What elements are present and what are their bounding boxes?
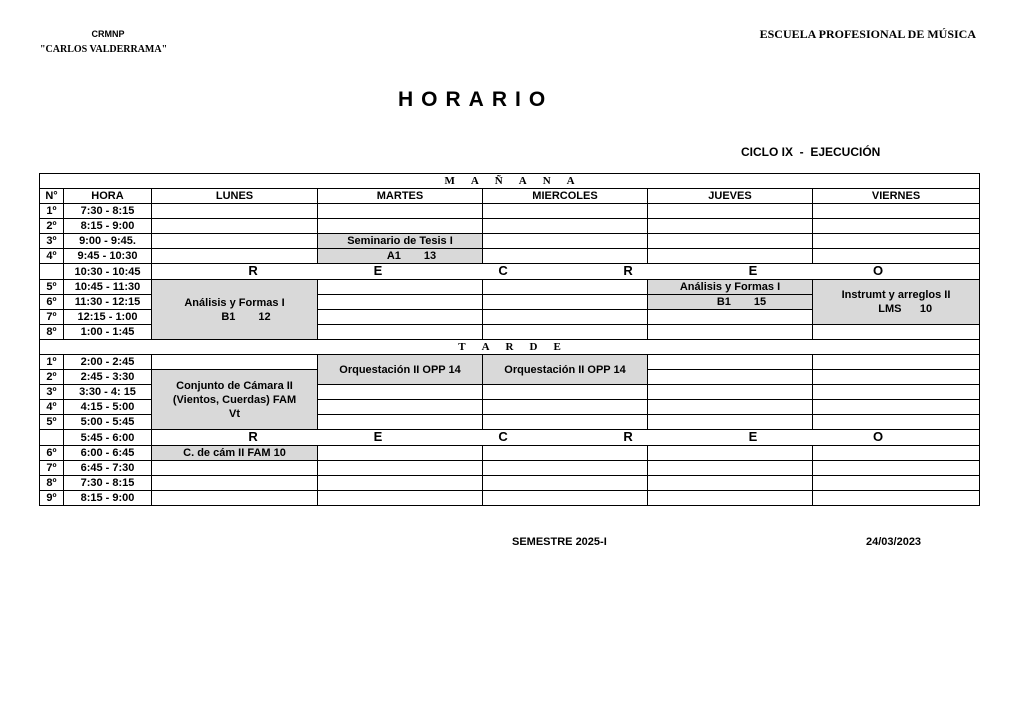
recreo-letter: C bbox=[498, 429, 508, 444]
cell bbox=[648, 249, 813, 264]
cell bbox=[483, 491, 648, 506]
cell bbox=[152, 219, 318, 234]
col-header-jueves: JUEVES bbox=[648, 189, 813, 204]
cell bbox=[152, 249, 318, 264]
cell bbox=[813, 461, 980, 476]
period-num: 4º bbox=[40, 249, 64, 264]
table-row bbox=[40, 219, 980, 234]
period-time: 10:45 - 11:30 bbox=[64, 280, 152, 295]
band-letter: A bbox=[566, 175, 575, 187]
class-seminario-line1: Seminario de Tesis I bbox=[318, 234, 483, 249]
cell bbox=[483, 295, 648, 310]
cell bbox=[318, 491, 483, 506]
ciclo-label: CICLO IX - EJECUCIÓN bbox=[741, 145, 881, 159]
cell bbox=[813, 249, 980, 264]
cell bbox=[152, 355, 318, 370]
cell bbox=[318, 476, 483, 491]
cell bbox=[152, 476, 318, 491]
band-letter: N bbox=[542, 175, 551, 187]
cell bbox=[483, 385, 648, 400]
col-header-lunes: LUNES bbox=[152, 189, 318, 204]
cell bbox=[813, 385, 980, 400]
period-time: 10:30 - 10:45 bbox=[64, 264, 152, 280]
cell bbox=[483, 415, 648, 430]
period-num: 1º bbox=[40, 204, 64, 219]
band-letter: E bbox=[553, 341, 561, 353]
class-room: 15 bbox=[753, 296, 767, 308]
band-letter: A bbox=[481, 341, 490, 353]
class-analisis-lunes bbox=[152, 280, 318, 340]
recreo-cell bbox=[152, 264, 980, 280]
cell bbox=[648, 234, 813, 249]
recreo-letter: E bbox=[748, 429, 758, 444]
cell bbox=[318, 310, 483, 325]
cell bbox=[483, 476, 648, 491]
class-camara bbox=[152, 370, 318, 430]
band-letter: A bbox=[518, 175, 527, 187]
cell bbox=[813, 491, 980, 506]
cell bbox=[152, 204, 318, 219]
period-num: 5º bbox=[40, 280, 64, 295]
cell bbox=[648, 370, 813, 385]
table-row bbox=[40, 234, 980, 249]
recreo-letter: E bbox=[748, 263, 758, 278]
table-row bbox=[40, 461, 980, 476]
period-num: 3º bbox=[40, 234, 64, 249]
class-code: B1 bbox=[716, 296, 731, 308]
period-time: 2:45 - 3:30 bbox=[64, 370, 152, 385]
cell bbox=[483, 400, 648, 415]
col-header-num: N° bbox=[40, 189, 64, 204]
period-num: 7º bbox=[40, 310, 64, 325]
cell bbox=[648, 446, 813, 461]
recreo-cell bbox=[152, 430, 980, 446]
afternoon-band bbox=[40, 340, 980, 355]
recreo-letter: O bbox=[872, 263, 884, 278]
period-time: 3:30 - 4: 15 bbox=[64, 385, 152, 400]
table-row bbox=[40, 446, 980, 461]
period-time: 12:15 - 1:00 bbox=[64, 310, 152, 325]
recreo-letter: R bbox=[623, 263, 633, 278]
cell bbox=[152, 491, 318, 506]
page-title: HORARIO bbox=[398, 88, 554, 111]
band-letter: M bbox=[444, 175, 455, 187]
recreo-letter: O bbox=[872, 429, 884, 444]
period-time: 9:45 - 10:30 bbox=[64, 249, 152, 264]
institution-abbr: CRMNP bbox=[91, 29, 125, 39]
cell bbox=[483, 219, 648, 234]
class-title: Conjunto de Cámara II bbox=[176, 379, 293, 392]
class-room: 13 bbox=[423, 250, 437, 262]
period-num: 1º bbox=[40, 355, 64, 370]
morning-band bbox=[40, 174, 980, 189]
cell bbox=[813, 446, 980, 461]
institution-name: "CARLOS VALDERRAMA" bbox=[40, 44, 168, 55]
period-time: 9:00 - 9:45. bbox=[64, 234, 152, 249]
cell bbox=[648, 325, 813, 340]
cell bbox=[813, 325, 980, 340]
cell bbox=[318, 204, 483, 219]
period-time: 5:00 - 5:45 bbox=[64, 415, 152, 430]
recreo-letter: E bbox=[373, 263, 383, 278]
recreo-letter: R bbox=[248, 263, 258, 278]
band-letter: T bbox=[458, 341, 466, 353]
table-row bbox=[40, 491, 980, 506]
cell bbox=[483, 249, 648, 264]
cell bbox=[318, 325, 483, 340]
period-num: 8º bbox=[40, 476, 64, 491]
period-time: 8:15 - 9:00 bbox=[64, 219, 152, 234]
band-letter: Ñ bbox=[494, 175, 503, 187]
cell bbox=[648, 476, 813, 491]
table-row bbox=[40, 280, 980, 295]
period-time: 7:30 - 8:15 bbox=[64, 204, 152, 219]
cell bbox=[648, 400, 813, 415]
cell bbox=[483, 446, 648, 461]
period-num: 6º bbox=[40, 446, 64, 461]
cell bbox=[318, 385, 483, 400]
cell bbox=[648, 219, 813, 234]
class-orquestacion-martes: Orquestación II OPP 14 bbox=[318, 355, 483, 385]
period-time: 2:00 - 2:45 bbox=[64, 355, 152, 370]
class-room: 12 bbox=[258, 310, 271, 323]
period-time: 11:30 - 12:15 bbox=[64, 295, 152, 310]
period-num: 4º bbox=[40, 400, 64, 415]
cell bbox=[648, 204, 813, 219]
cell bbox=[318, 400, 483, 415]
band-letter: A bbox=[470, 175, 479, 187]
recreo-letter: E bbox=[373, 429, 383, 444]
class-detail: Vt bbox=[229, 407, 240, 420]
cell bbox=[813, 204, 980, 219]
col-header-hora: HORA bbox=[64, 189, 152, 204]
cell bbox=[648, 310, 813, 325]
col-header-miercoles: MIERCOLES bbox=[483, 189, 648, 204]
cell bbox=[318, 446, 483, 461]
band-letter: D bbox=[529, 341, 538, 353]
class-cdecam: C. de cám II FAM 10 bbox=[152, 446, 318, 461]
recreo-row bbox=[40, 430, 980, 446]
period-num: 5º bbox=[40, 415, 64, 430]
cell bbox=[483, 310, 648, 325]
cell bbox=[152, 234, 318, 249]
period-num: 6º bbox=[40, 295, 64, 310]
class-code: A1 bbox=[386, 250, 401, 262]
cell bbox=[813, 219, 980, 234]
cell bbox=[318, 461, 483, 476]
class-analisis-jueves-line1: Análisis y Formas I bbox=[648, 280, 813, 295]
class-detail: (Vientos, Cuerdas) FAM bbox=[172, 393, 297, 406]
period-num: 7º bbox=[40, 461, 64, 476]
cell bbox=[318, 415, 483, 430]
afternoon-band-row bbox=[40, 340, 980, 355]
cell bbox=[813, 370, 980, 385]
class-room: 10 bbox=[919, 303, 933, 315]
header-row bbox=[40, 189, 980, 204]
period-num bbox=[40, 264, 64, 280]
schedule-table bbox=[39, 173, 980, 506]
morning-band-row bbox=[40, 174, 980, 189]
period-time: 4:15 - 5:00 bbox=[64, 400, 152, 415]
cell bbox=[648, 385, 813, 400]
semester-label: SEMESTRE 2025-I bbox=[512, 536, 607, 548]
class-code: B1 bbox=[221, 310, 236, 323]
cell bbox=[483, 325, 648, 340]
cell bbox=[813, 476, 980, 491]
period-time: 5:45 - 6:00 bbox=[64, 430, 152, 446]
cell bbox=[648, 461, 813, 476]
class-instrumt bbox=[813, 280, 980, 325]
cell bbox=[813, 400, 980, 415]
class-analisis-jueves-room bbox=[648, 295, 813, 310]
class-title: Análisis y Formas I bbox=[184, 296, 285, 309]
band-letter: R bbox=[505, 341, 514, 353]
cell bbox=[318, 280, 483, 295]
cell bbox=[318, 219, 483, 234]
period-time: 8:15 - 9:00 bbox=[64, 491, 152, 506]
cell bbox=[648, 355, 813, 370]
class-code: LMS bbox=[878, 303, 902, 315]
col-header-martes: MARTES bbox=[318, 189, 483, 204]
cell bbox=[483, 461, 648, 476]
period-num: 8º bbox=[40, 325, 64, 340]
table-row bbox=[40, 204, 980, 219]
col-header-viernes: VIERNES bbox=[813, 189, 980, 204]
period-time: 6:00 - 6:45 bbox=[64, 446, 152, 461]
period-time: 7:30 - 8:15 bbox=[64, 476, 152, 491]
period-time: 6:45 - 7:30 bbox=[64, 461, 152, 476]
cell bbox=[813, 415, 980, 430]
class-seminario-room bbox=[318, 249, 483, 264]
period-num: 3º bbox=[40, 385, 64, 400]
cell bbox=[648, 415, 813, 430]
table-row bbox=[40, 355, 980, 370]
cell bbox=[813, 355, 980, 370]
table-row bbox=[40, 249, 980, 264]
cell bbox=[483, 234, 648, 249]
class-orquestacion-miercoles: Orquestación II OPP 14 bbox=[483, 355, 648, 385]
date-label: 24/03/2023 bbox=[866, 536, 922, 548]
period-num: 2º bbox=[40, 370, 64, 385]
recreo-letter: R bbox=[248, 429, 258, 444]
table-row bbox=[40, 476, 980, 491]
period-num: 2º bbox=[40, 219, 64, 234]
cell bbox=[813, 234, 980, 249]
school-name: ESCUELA PROFESIONAL DE MÚSICA bbox=[759, 27, 976, 41]
recreo-letter: C bbox=[498, 263, 508, 278]
class-title: Instrumt y arreglos II bbox=[841, 289, 951, 301]
period-num bbox=[40, 430, 64, 446]
cell bbox=[648, 491, 813, 506]
period-time: 1:00 - 1:45 bbox=[64, 325, 152, 340]
cell bbox=[483, 204, 648, 219]
period-num: 9º bbox=[40, 491, 64, 506]
cell bbox=[152, 461, 318, 476]
cell bbox=[483, 280, 648, 295]
cell bbox=[318, 295, 483, 310]
recreo-row bbox=[40, 264, 980, 280]
recreo-letter: R bbox=[623, 429, 633, 444]
